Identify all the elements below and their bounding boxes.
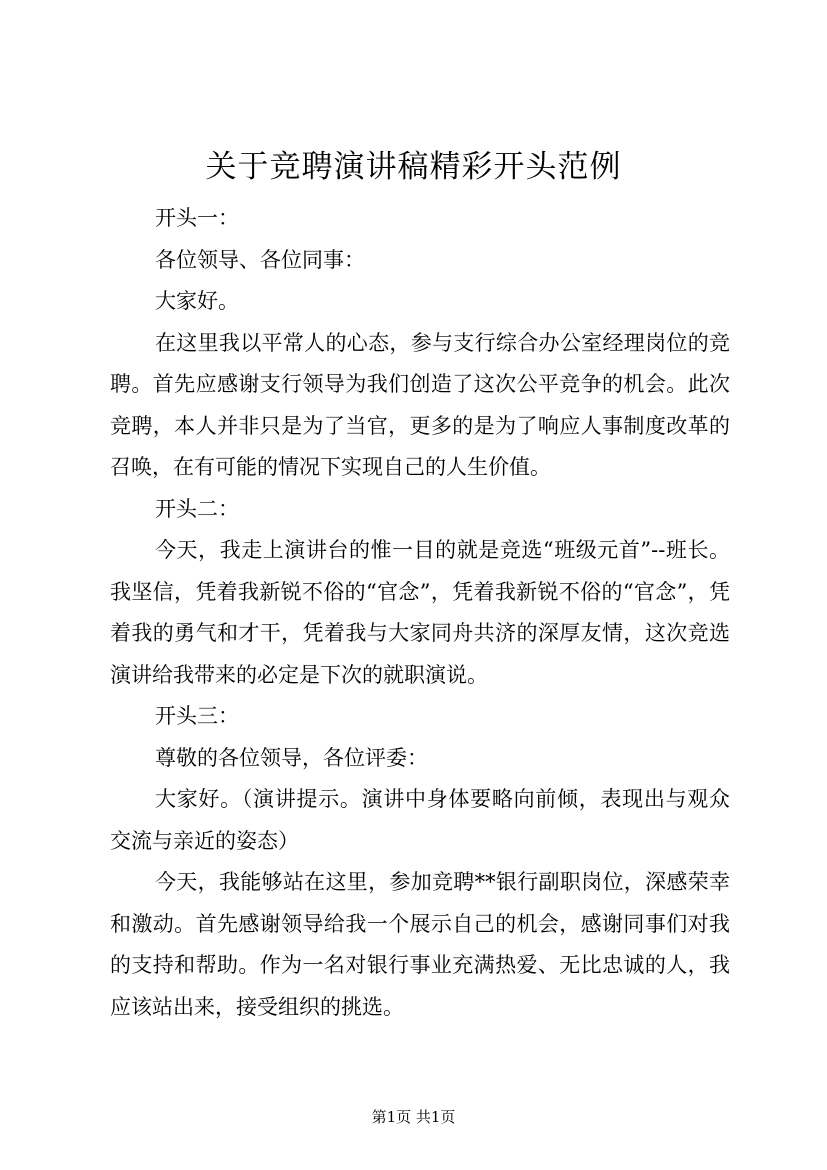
document-title: 关于竞聘演讲稿精彩开头范例 xyxy=(205,149,622,185)
paragraph-body-2: 今天，我走上演讲台的惟一目的就是竞选“班级元首”--班长。我坚信，凭着我新锐不俗的“官念”，凭着我新锐不俗的“官念”，凭着我的勇气和才干，凭着我与大家同舟共济的深厚友情，这次竞选演讲给我带来的必定是下次的就职演说。 xyxy=(110,538,730,687)
paragraph-body-3: 今天，我能够站在这里，参加竞聘**银行副职岗位，深感荣幸和激动。首先感谢领导给我一个展示自己的机会，感谢同事们对我的支持和帮助。作为一名对银行事业充满热爱、无比忠诚的人，我应该站出来，接受组织的挑选。 xyxy=(110,870,730,1019)
paragraph-heading-3: 开头三： xyxy=(155,704,239,728)
page-footer: 第1页 共1页 xyxy=(371,1108,456,1126)
paragraph-salutation-3: 尊敬的各位领导，各位评委： xyxy=(155,745,428,770)
document-body xyxy=(110,198,730,1028)
paragraph-greeting-1: 大家好。 xyxy=(155,289,239,313)
paragraph-greeting-3: 大家好。（演讲提示。演讲中身体要略向前倾，表现出与观众交流与亲近的姿态） xyxy=(110,787,730,853)
paragraph-salutation-1: 各位领导、各位同事： xyxy=(155,247,365,272)
paragraph-heading-2: 开头二： xyxy=(155,496,239,521)
paragraph-body-1: 在这里我以平常人的心态，参与支行综合办公室经理岗位的竞聘。首先应感谢支行领导为我们创造了这次公平竞争的机会。此次竞聘，本人并非只是为了当官，更多的是为了响应人事制度改革的召唤，在有可能的情况下实现自己的人生价值。 xyxy=(110,330,730,479)
paragraph-heading-1: 开头一： xyxy=(155,206,239,230)
